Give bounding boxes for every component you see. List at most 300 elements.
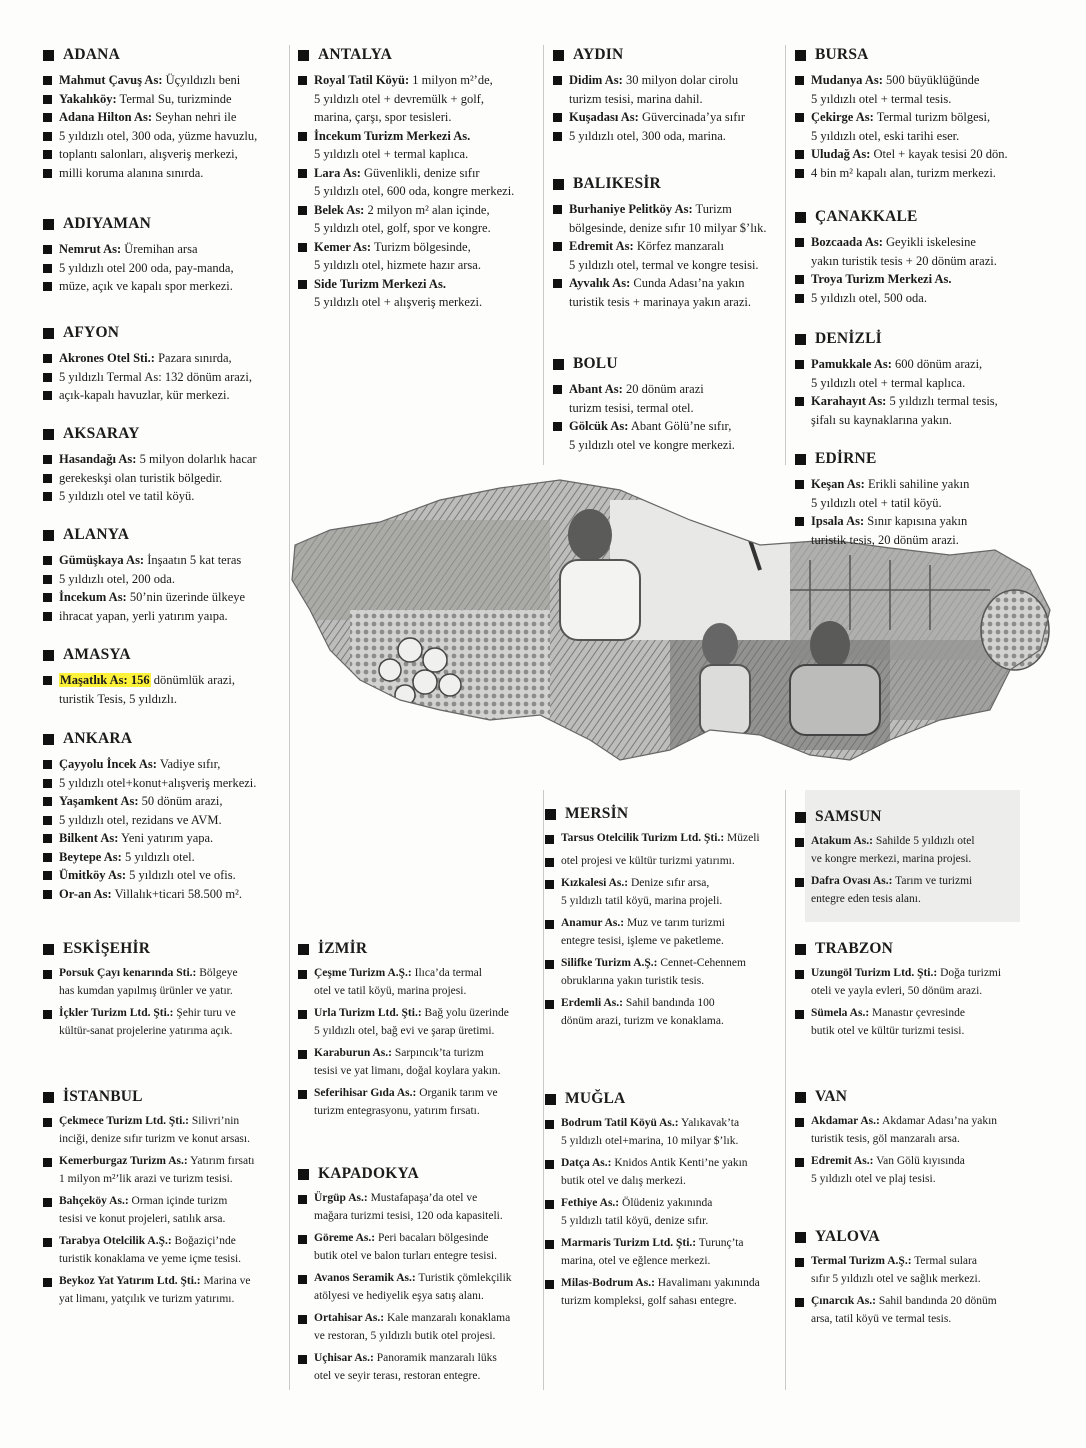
listing-line [569,237,785,256]
listing-line [811,1153,1027,1171]
section-bursa [795,46,1027,182]
listing-line [314,219,530,238]
listing-description: 5 yıldızlı otel, bağ evi ve şarap üretimi. [314,1024,495,1037]
listing-line [811,983,1027,1001]
listing-item [43,570,275,589]
company-name: Göreme As.: [314,1232,376,1244]
company-name: Çayyolu İncek As: [59,757,157,771]
listing-description: butik otel ve balon turları entegre tesisi. [314,1249,497,1262]
company-name: Kuşadası As: [569,110,639,124]
listing-line [561,1235,777,1253]
section-balikesir [553,175,785,311]
region-title: SAMSUN [815,808,882,825]
listing-line [59,277,275,296]
listing-line [811,1311,1027,1329]
company-name: Bodrum Tatil Köyü As.: [561,1117,679,1129]
listing-line [59,71,275,90]
listing-description: Cennet-Cehennem [657,957,746,969]
section-mugla [545,1090,777,1310]
listing-line [561,915,777,933]
listing-list [43,71,275,182]
listing-line [561,1213,777,1231]
listing-description: Havalimanı yakınında [654,1277,760,1289]
bullet-square-icon [298,1195,307,1204]
bullet-square-icon [43,556,52,565]
listing-list [795,833,1027,908]
listing-description: oteli ve yayla evleri, 50 dönüm arazi. [811,984,983,997]
listing-line [811,531,1027,550]
listing-description: Sınır kapısına yakın [864,514,968,528]
company-name: Uzungöl Turizm Ltd. Şti.: [811,967,938,979]
listing-item [43,811,275,830]
bullet-square-icon [553,76,562,85]
listing-line [561,973,777,991]
listing-line [314,182,530,201]
listing-line [59,588,275,607]
listing-description: Termal Su, turizminde [116,91,232,106]
bullet-square-icon [795,517,804,526]
region-title: AKSARAY [63,425,140,442]
listing-description: 5 yıldızlı otel + alışveriş merkezi. [314,295,483,309]
bullet-square-icon [43,391,52,400]
listing-description: 5 yıldızlı otel ve plaj tesisi. [811,1172,936,1185]
listing-item [545,1235,777,1270]
listing-line [314,1270,530,1288]
heading-square-icon [43,50,54,61]
listing-line [811,355,1027,374]
listing-description: Mustafapaşa’da otel ve [367,1192,478,1204]
listing-item [795,965,1027,1000]
bullet-square-icon [553,242,562,251]
company-name: İncekum As: [59,590,127,604]
company-name: İçkler Turizm Ltd. Şti.: [59,1007,174,1019]
listing-item [545,1155,777,1190]
bullet-square-icon [298,970,307,979]
listing-item [795,1153,1027,1188]
listing-item [43,349,275,368]
bullet-square-icon [545,1000,554,1009]
listing-description: Şehir turu ve [173,1007,236,1019]
listing-line [314,1288,530,1306]
company-name: Tarabya Otelcilik A.Ş.: [59,1235,172,1247]
listing-line [59,90,275,109]
listing-line [59,866,275,885]
company-name: Adana Hilton As: [59,110,153,124]
listing-item [553,127,785,146]
company-name: Nemrut As: [59,242,122,256]
company-name: Milas-Bodrum As.: [561,1277,655,1289]
bullet-square-icon [545,880,554,889]
company-name: Mahmut Çavuş As: [59,73,163,87]
listing-description: Yatırım fırsatı [187,1155,255,1167]
listing-item [795,164,1027,183]
listing-list [795,965,1027,1040]
listing-line [59,885,275,904]
listing-description: 5 yıldızlı otel, termal ve kongre tesisi. [569,257,759,272]
company-name: Erdemli As.: [561,997,623,1009]
highlight-mark [59,673,151,687]
listing-description: sıfır 5 yıldızlı otel ve sağlık merkezi. [811,1272,981,1285]
listing-line [59,127,275,146]
listing-line [59,1023,275,1041]
bullet-square-icon [795,76,804,85]
listing-description: Yalıkavak’ta [678,1117,740,1129]
listing-description: 1 milyon m²’de, [409,73,493,87]
listing-line [59,1251,275,1269]
listing-description: 4 bin m² kapalı alan, turizm merkezi. [811,165,996,180]
bullet-square-icon [43,455,52,464]
listing-item [43,607,275,626]
bullet-square-icon [43,676,52,685]
bullet-square-icon [43,492,52,501]
listing-line [314,293,530,312]
listing-description: Marina ve [200,1275,251,1287]
listing-description: Cunda Adası’na yakın [630,276,745,290]
listing-item [43,368,275,387]
listing-item [545,1115,777,1150]
listing-line [561,875,777,893]
section-van [795,1088,1027,1188]
bullet-square-icon [298,1315,307,1324]
bullet-square-icon [795,1298,804,1307]
company-name: Edremit As.: [811,1155,874,1167]
bullet-square-icon [43,1198,52,1207]
listing-item [43,1005,275,1040]
listing-description: İnşaatın 5 kat teras [144,553,242,567]
bullet-square-icon [795,169,804,178]
company-name: Uludağ As: [811,147,871,161]
listing-item [43,259,275,278]
listing-description: Knidos Antik Kenti’ne yakın [611,1157,748,1169]
region-title: BALIKESİR [573,175,661,192]
listing-description: 2 milyon m² alan içinde, [364,202,490,217]
listing-item [43,755,275,774]
listing-item [43,277,275,296]
company-name: Silifke Turizm A.Ş.: [561,957,658,969]
listing-description: dönümlük arazi, [150,673,235,687]
listing-description: 5 yıldızlı otel+marina, 10 milyar $’lık. [561,1134,739,1147]
company-name: Uçhisar As.: [314,1352,374,1364]
bullet-square-icon [545,1280,554,1289]
listing-line [314,127,530,146]
listing-line [811,833,1027,851]
bullet-square-icon [553,113,562,122]
bullet-square-icon [298,1275,307,1284]
listing-line [59,450,275,469]
listing-item [545,853,777,871]
listing-item [795,873,1027,908]
heading-square-icon [795,1232,806,1243]
section-heading [43,324,275,342]
bullet-square-icon [43,871,52,880]
listing-list [298,965,530,1120]
listing-line [314,1350,530,1368]
listing-description: Üçyıldızlı beni [162,73,241,87]
bullet-square-icon [795,480,804,489]
company-name: Beytepe As: [59,849,122,864]
bullet-square-icon [553,385,562,394]
listing-item [43,848,275,867]
listing-description: Sahilde 5 yıldızlı otel [872,835,975,847]
listing-description: Muz ve tarım turizmi [624,917,725,929]
listing-list [43,450,275,506]
listing-line [811,71,1027,90]
listing-line [59,1211,275,1229]
bullet-square-icon [43,150,52,159]
listing-description: Erikli sahiline yakın [864,477,970,491]
section-bolu [553,355,785,454]
listing-line [561,1195,777,1213]
company-name: Porsuk Çayı kenarında Sti.: [59,967,197,979]
listing-description: Organik tarım ve [416,1087,498,1099]
listing-description: turistik tesis + marinaya yakın arazi. [569,294,751,309]
listing-description: 5 yıldızlı Termal As: 132 dönüm arazi, [59,369,252,384]
listing-line [59,368,275,387]
listing-line [59,145,275,164]
heading-square-icon [545,1094,556,1105]
listing-description: 5 yıldızlı otel, 300 oda, yüzme havuzlu, [59,128,258,143]
listing-item [298,71,530,127]
bullet-square-icon [298,1010,307,1019]
region-title: ÇANAKKALE [815,208,918,225]
listing-line [561,830,777,848]
listing-description: 5 yıldızlı otel. [121,849,195,864]
section-heading [795,330,1027,348]
listing-line [561,1275,777,1293]
listing-description: 5 yıldızlı otel, 200 oda. [59,571,175,586]
listing-line [59,1291,275,1309]
company-name: Bilkent As: [59,831,119,845]
listing-item [43,1193,275,1228]
listing-line [569,293,785,312]
heading-square-icon [43,1092,54,1103]
listing-description: 5 yıldızlı otel 200 oda, pay-manda, [59,260,234,275]
listing-item [795,270,1027,289]
listing-description: marina, otel ve eğlence merkezi. [561,1254,711,1267]
listing-item [795,1253,1027,1288]
company-name: Edremit As: [569,239,634,253]
listing-description: Sahil bandında 100 [622,997,715,1009]
heading-square-icon [553,50,564,61]
company-name: Ümitköy As: [59,868,127,882]
listing-description: tesisi ve yat limanı, doğal koylara yakın. [314,1064,501,1077]
listing-list [795,475,1027,549]
heading-square-icon [43,944,54,955]
listing-list [43,240,275,296]
bullet-square-icon [43,612,52,621]
listing-line [561,1155,777,1173]
listing-line [569,417,785,436]
listing-line [314,1230,530,1248]
listing-description: turistik tesis, göl manzaralı arsa. [811,1132,960,1145]
company-name: Fethiye As.: [561,1197,620,1209]
company-name: Beykoz Yat Yatırım Ltd. Şti.: [59,1275,201,1287]
listing-line [314,1208,530,1226]
listing-line [59,848,275,867]
listing-line [59,259,275,278]
region-title: ANTALYA [318,46,393,63]
listing-line [59,240,275,259]
section-heading [545,805,777,823]
bullet-square-icon [298,169,307,178]
bullet-square-icon [795,397,804,406]
listing-line [314,275,530,294]
listing-item [545,955,777,990]
bullet-square-icon [43,797,52,806]
listing-line [561,995,777,1013]
listing-item [43,1113,275,1148]
company-name: Yaşamkent As: [59,794,139,808]
heading-square-icon [553,179,564,190]
listing-item [43,487,275,506]
listing-line [59,570,275,589]
listing-description: Turunç’ta [696,1237,744,1249]
listing-description: 5 yıldızlı otel, hizmete hazır arsa. [314,258,481,272]
listing-item [43,164,275,183]
listing-description: turizm tesisi, termal otel. [569,400,694,415]
listing-line [314,1005,530,1023]
listing-item [795,1005,1027,1040]
listing-description: 20 dönüm arazi [622,382,704,396]
listing-line [569,108,785,127]
company-name: Keşan As: [811,477,865,491]
listing-description: atölyesi ve hediyelik eşya satış alanı. [314,1289,484,1302]
listing-description: 5 yıldızlı otel, 300 oda, marina. [569,128,726,143]
listing-description: Akdamar Adası’na yakın [879,1115,998,1127]
bullet-square-icon [43,1238,52,1247]
listing-item [795,833,1027,868]
listing-description: 50’nin üzerinde ülkeye [126,590,246,604]
bullet-square-icon [43,834,52,843]
listing-line [569,399,785,418]
bullet-square-icon [43,779,52,788]
listing-line [811,127,1027,146]
bullet-square-icon [43,853,52,862]
listing-line [569,90,785,109]
section-heading [298,1165,530,1183]
listing-line [314,1103,530,1121]
heading-square-icon [43,429,54,440]
region-title: AMASYA [63,646,131,663]
company-name: Lara As: [314,165,361,180]
listing-line [569,127,785,146]
listing-line [314,90,530,109]
bullet-square-icon [298,1235,307,1244]
listing-description: Ilıca’da termal [411,967,482,979]
listing-list [795,1113,1027,1188]
bullet-square-icon [43,113,52,122]
listing-item [795,512,1027,549]
listing-description: tesisi ve konut projeleri, satılık arsa. [59,1212,226,1225]
bullet-square-icon [298,1090,307,1099]
listing-description: Pazara sınırda, [154,351,232,365]
listing-item [298,965,530,1000]
section-heading [43,940,275,958]
heading-square-icon [298,1169,309,1180]
listing-description: obruklarına yakın turistik tesis. [561,974,705,987]
bullet-square-icon [43,245,52,254]
bullet-square-icon [43,95,52,104]
listing-line [811,411,1027,430]
heading-square-icon [43,734,54,745]
listing-item [553,237,785,274]
listing-line [811,1023,1027,1041]
listing-description: 5 yıldızlı otel + termal kaplıca. [314,147,469,161]
listing-description: marina, çarşı, spor tesisleri. [314,110,452,124]
section-ankara [43,730,275,903]
listing-item [43,1233,275,1268]
listing-item [298,238,530,275]
company-name: Ipsala As: [811,514,865,528]
company-name: Gümüşkaya As: [59,553,145,567]
listing-description: 5 yıldızlı otel, rezidans ve AVM. [59,812,222,827]
listing-line [59,386,275,405]
listing-description: ve restoran, 5 yıldızlı butik otel projesi. [314,1329,496,1342]
company-name: Mudanya As: [811,73,883,87]
listing-item [545,915,777,950]
listing-item [545,995,777,1030]
listing-line [59,774,275,793]
company-name: Urla Turizm Ltd. Şti.: [314,1007,422,1019]
heading-square-icon [795,944,806,955]
section-heading [43,1088,275,1106]
listing-item [545,1195,777,1230]
company-name: Gölcük As: [569,419,629,433]
listing-description: Müzeli [724,832,760,844]
listing-line [811,851,1027,869]
company-name: Termal Turizm A.Ş.: [811,1255,912,1267]
column-rule-2b [543,790,544,1390]
listing-list [553,200,785,311]
listing-description: Turizm [692,202,732,216]
company-name: Royal Tatil Köyü: [314,73,410,87]
listing-line [59,349,275,368]
listing-description: Panoramik manzaralı lüks [373,1352,497,1364]
listing-description: has kumdan yapılmış ürünler ve yatır. [59,984,233,997]
listing-item [43,551,275,570]
company-name: Çekmece Turizm Ltd. Şti.: [59,1115,190,1127]
listing-item [43,1153,275,1188]
listing-item [43,127,275,146]
bullet-square-icon [795,150,804,159]
listing-description: Manastır çevresinde [869,1007,965,1019]
bullet-square-icon [553,422,562,431]
listing-line [561,1293,777,1311]
listing-list [545,830,777,1030]
bullet-square-icon [298,76,307,85]
bullet-square-icon [553,279,562,288]
listing-description: Abant Gölü’ne sıfır, [628,419,732,433]
region-title: ADANA [63,46,120,63]
listing-list [43,1113,275,1308]
listing-item [795,392,1027,429]
company-name: Ayvalık As: [569,276,631,290]
listing-line [569,274,785,293]
listing-description: 5 yıldızlı termal tesis, [886,394,998,408]
section-heading [795,46,1027,64]
listing-item [553,71,785,108]
bullet-square-icon [43,264,52,273]
section-edirne [795,450,1027,549]
listing-item [298,1005,530,1040]
section-heading [43,646,275,664]
listing-description: milli koruma alanına sınırda. [59,165,204,180]
listing-description: turistik konaklama ve yeme içme tesisi. [59,1252,242,1265]
listing-line [811,965,1027,983]
listing-line [811,1131,1027,1149]
listing-list [795,1253,1027,1328]
listing-list [795,233,1027,307]
